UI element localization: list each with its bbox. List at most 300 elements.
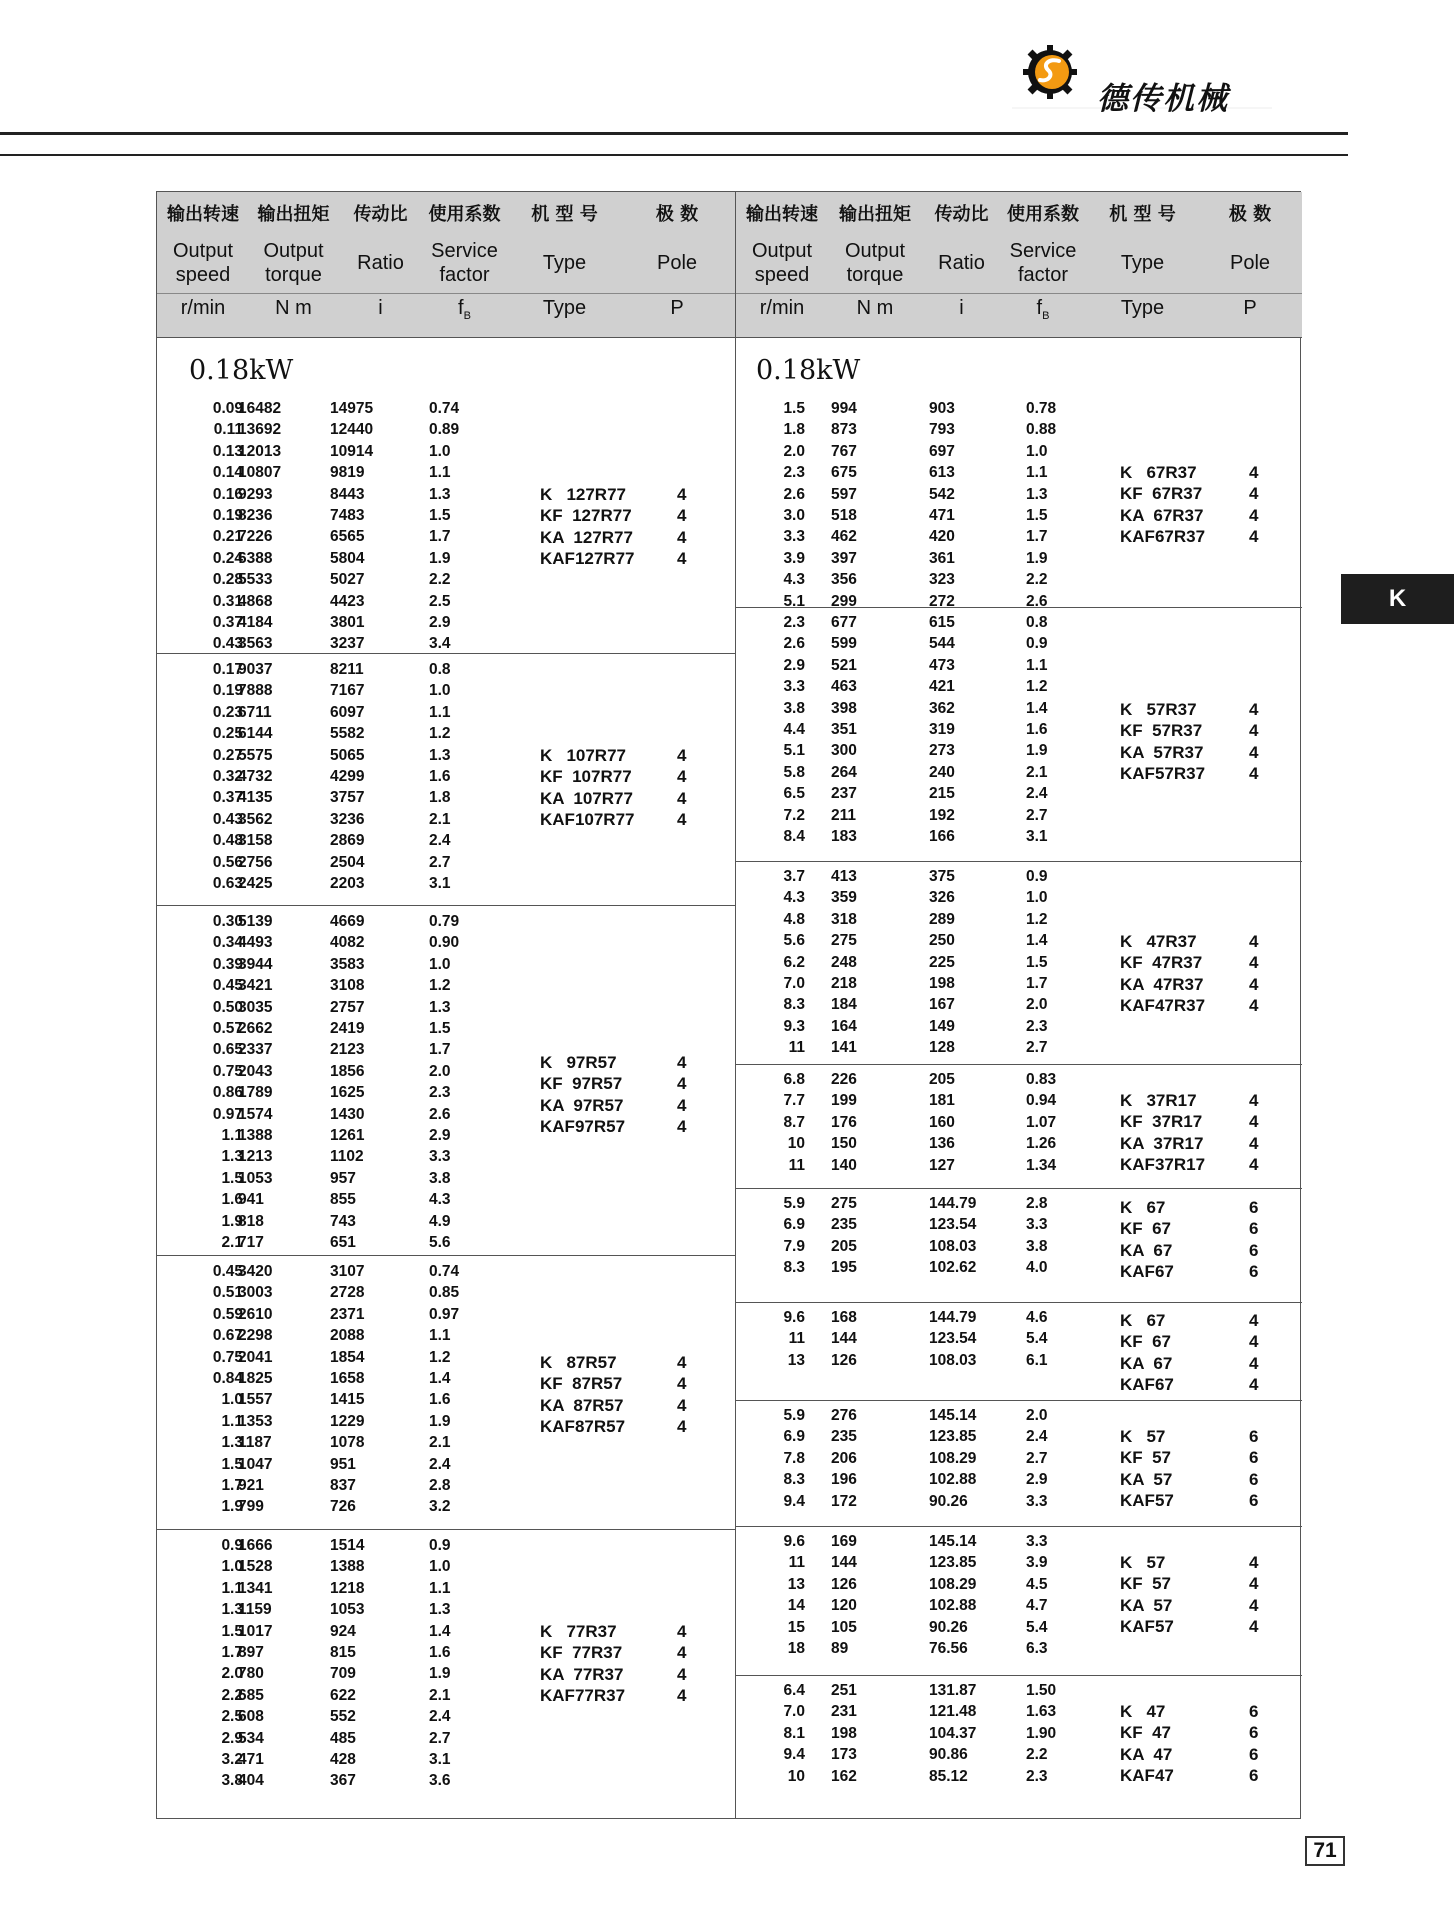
header-en-pole: Pole — [1229, 252, 1271, 274]
speed-value: 0.17 — [212, 661, 243, 678]
service-factor-value: 1.9 — [429, 549, 451, 567]
ratio-value: 4423 — [330, 592, 365, 610]
type-code: KAF67 — [1120, 1375, 1174, 1395]
speed-value: 6.4 — [783, 1682, 805, 1699]
speed-value: 0.32 — [212, 768, 243, 785]
ratio-value: 131.87 — [929, 1682, 977, 1699]
table-row — [157, 1189, 735, 1210]
type-entry — [1120, 1447, 1269, 1468]
ratio-value: 1514 — [330, 1537, 365, 1554]
ratio-value: 7483 — [330, 507, 365, 524]
service-factor-value: 1.3 — [429, 485, 451, 503]
speed-value: 8.3 — [783, 996, 805, 1014]
torque-value: 3562 — [238, 810, 273, 828]
service-factor-value: 6.1 — [1026, 1351, 1048, 1369]
group-separator — [736, 861, 1302, 862]
ratio-value: 1388 — [330, 1558, 365, 1576]
table-row — [736, 1680, 1302, 1701]
ratio-value: 542 — [929, 485, 955, 503]
ratio-value: 5804 — [330, 549, 365, 567]
gear-unit-type-list — [540, 484, 697, 570]
speed-value: 0.48 — [212, 832, 243, 850]
speed-value: 0.45 — [212, 977, 243, 995]
torque-value: 4493 — [238, 934, 273, 952]
torque-value: 251 — [831, 1682, 857, 1699]
service-factor-value: 1.8 — [429, 789, 451, 807]
service-factor-value: 2.4 — [1026, 785, 1048, 803]
service-factor-value: 2.3 — [429, 1084, 451, 1102]
ratio-value: 613 — [929, 464, 955, 482]
service-factor-value: 1.6 — [429, 768, 451, 785]
torque-value: 2041 — [238, 1348, 273, 1366]
gear-unit-type-list — [1120, 699, 1269, 785]
group-separator — [736, 1675, 1302, 1676]
torque-value: 3563 — [238, 635, 273, 653]
speed-value: 0.97 — [212, 1105, 243, 1123]
torque-value: 9293 — [238, 485, 273, 503]
service-factor-value: 1.0 — [1026, 889, 1048, 907]
type-entry — [540, 1073, 697, 1094]
table-row — [157, 462, 735, 483]
left-power-label: 0.18kW — [189, 355, 294, 386]
pole-count: 4 — [1249, 1091, 1259, 1110]
table-row — [157, 419, 735, 440]
service-factor-value: 2.4 — [429, 832, 451, 850]
table-row — [157, 659, 735, 680]
type-entry — [1120, 742, 1269, 763]
service-factor-value: 0.97 — [429, 1305, 460, 1323]
pole-count: 4 — [1249, 700, 1259, 719]
table-row — [157, 633, 735, 654]
table-row — [157, 1146, 735, 1167]
type-entry — [1120, 1090, 1269, 1111]
table-row — [157, 1535, 735, 1556]
ratio-value: 1229 — [330, 1412, 365, 1430]
service-factor-value: 2.7 — [429, 1729, 451, 1747]
service-factor-value: 0.74 — [429, 400, 460, 417]
torque-value: 235 — [831, 1216, 857, 1234]
service-factor-value: 2.4 — [429, 1708, 451, 1726]
pole-count: 4 — [1249, 721, 1259, 741]
speed-value: 7.2 — [783, 806, 805, 824]
speed-value: 5.8 — [783, 763, 805, 781]
torque-value: 8236 — [238, 507, 273, 524]
ratio-value: 485 — [330, 1729, 356, 1747]
table-row — [736, 548, 1302, 569]
speed-value: 4.3 — [783, 571, 805, 589]
pole-count: 6 — [1249, 1491, 1259, 1511]
type-code: KAF37R17 — [1120, 1155, 1206, 1175]
service-factor-value: 1.3 — [429, 1601, 451, 1619]
type-code: KAF97R57 — [540, 1117, 626, 1137]
type-entry — [540, 766, 697, 787]
speed-value: 0.67 — [212, 1327, 243, 1345]
table-row — [157, 1211, 735, 1232]
table-row — [736, 612, 1302, 633]
torque-value: 3944 — [238, 955, 273, 973]
ratio-value: 2728 — [330, 1284, 365, 1302]
pole-count: 4 — [677, 1395, 687, 1415]
service-factor-value: 1.1 — [429, 703, 451, 721]
speed-value: 2.3 — [783, 464, 805, 482]
group-separator — [157, 1529, 735, 1530]
torque-value: 169 — [831, 1533, 857, 1550]
torque-value: 1341 — [238, 1579, 273, 1597]
torque-value: 144 — [831, 1330, 857, 1348]
ratio-value: 2419 — [330, 1020, 365, 1037]
type-code: KA 57 — [1120, 1595, 1173, 1615]
torque-value: 471 — [238, 1751, 264, 1768]
speed-value: 9.3 — [783, 1017, 805, 1035]
service-factor-value: 2.3 — [1026, 1767, 1048, 1785]
header-zh-torque: 输出扭矩 — [839, 204, 911, 225]
pole-count: 6 — [1249, 1744, 1259, 1764]
ratio-value: 323 — [929, 571, 955, 589]
service-factor-value: 0.89 — [429, 421, 460, 439]
ratio-value: 127 — [929, 1156, 955, 1174]
ratio-value: 428 — [330, 1751, 356, 1768]
torque-value: 275 — [831, 932, 857, 950]
header-unit-speed: r/min — [180, 297, 226, 319]
pole-count: 4 — [1249, 764, 1259, 784]
pole-count: 4 — [677, 1053, 687, 1072]
ratio-value: 421 — [929, 678, 955, 696]
type-code: KF 97R57 — [540, 1074, 623, 1094]
table-row — [157, 591, 735, 612]
speed-value: 0.37 — [212, 789, 243, 807]
table-row — [736, 633, 1302, 654]
service-factor-value: 1.1 — [429, 1327, 451, 1345]
torque-value: 534 — [238, 1729, 264, 1747]
type-entry — [1120, 1261, 1269, 1282]
torque-value: 164 — [831, 1017, 857, 1035]
ratio-value: 123.54 — [929, 1330, 977, 1348]
service-factor-value: 2.3 — [1026, 1017, 1048, 1035]
ratio-value: 552 — [330, 1708, 356, 1726]
type-entry — [540, 1116, 697, 1137]
torque-value: 597 — [831, 485, 857, 503]
table-row — [157, 852, 735, 873]
ratio-value: 697 — [929, 442, 955, 460]
type-entry — [1120, 1616, 1269, 1637]
header-unit-speed: r/min — [759, 297, 805, 319]
pole-count: 6 — [1249, 1427, 1259, 1446]
table-row — [157, 1556, 735, 1577]
table-row — [736, 1405, 1302, 1426]
ratio-value: 1658 — [330, 1370, 365, 1387]
service-factor-value: 5.6 — [429, 1234, 451, 1251]
speed-value: 10 — [787, 1767, 805, 1785]
service-factor-value: 4.3 — [429, 1191, 451, 1209]
type-entry — [1120, 1353, 1269, 1374]
pole-count: 4 — [677, 1664, 687, 1684]
ratio-value: 8443 — [330, 485, 365, 503]
torque-value: 195 — [831, 1259, 857, 1277]
ratio-value: 240 — [929, 763, 955, 781]
service-factor-value: 0.85 — [429, 1284, 460, 1302]
ratio-value: 102.88 — [929, 1597, 977, 1615]
ratio-value: 123.85 — [929, 1554, 977, 1572]
service-factor-value: 2.5 — [429, 592, 451, 610]
service-factor-value: 2.0 — [1026, 1407, 1048, 1424]
ratio-value: 726 — [330, 1498, 356, 1516]
speed-value: 1.3 — [221, 1434, 243, 1452]
service-factor-value: 2.7 — [429, 853, 451, 871]
table-row — [157, 680, 735, 701]
torque-value: 518 — [831, 507, 857, 524]
section-tab-k[interactable]: K — [1341, 574, 1454, 624]
header-divider — [736, 293, 1302, 294]
table-row — [157, 1578, 735, 1599]
speed-value: 4.3 — [783, 889, 805, 907]
torque-value: 1159 — [238, 1601, 272, 1619]
speed-value: 2.9 — [783, 656, 805, 674]
service-factor-value: 1.3 — [429, 998, 451, 1016]
service-factor-value: 2.6 — [1026, 592, 1048, 610]
ratio-value: 1415 — [330, 1391, 365, 1409]
type-code: KAF57R37 — [1120, 764, 1206, 784]
type-code: KAF67R37 — [1120, 527, 1206, 547]
pole-count: 4 — [677, 1117, 687, 1137]
ratio-value: 5582 — [330, 725, 365, 743]
speed-value: 0.19 — [212, 507, 243, 524]
service-factor-value: 0.90 — [429, 934, 460, 952]
pole-count: 4 — [1249, 742, 1259, 762]
torque-value: 211 — [831, 806, 857, 824]
table-row — [157, 702, 735, 723]
type-entry — [1120, 1111, 1269, 1132]
table-row — [736, 1037, 1302, 1058]
ratio-value: 145.14 — [929, 1407, 977, 1424]
ratio-value: 205 — [929, 1071, 955, 1088]
service-factor-value: 1.1 — [429, 464, 451, 482]
ratio-value: 1102 — [330, 1148, 364, 1166]
pole-count: 4 — [677, 527, 687, 547]
service-factor-value: 1.3 — [429, 746, 451, 764]
service-factor-value: 5.4 — [1026, 1618, 1048, 1636]
pole-count: 4 — [677, 485, 687, 504]
speed-value: 8.7 — [783, 1113, 805, 1131]
service-factor-value: 1.3 — [1026, 485, 1048, 503]
speed-value: 0.65 — [212, 1041, 243, 1059]
ratio-value: 855 — [330, 1191, 356, 1209]
speed-value: 7.8 — [783, 1449, 805, 1467]
speed-value: 10 — [787, 1135, 805, 1153]
ratio-value: 1430 — [330, 1105, 365, 1123]
service-factor-value: 1.0 — [429, 1558, 451, 1576]
table-row — [157, 975, 735, 996]
torque-value: 1047 — [238, 1455, 273, 1473]
torque-value: 205 — [831, 1237, 857, 1255]
table-row — [736, 1016, 1302, 1037]
torque-value: 359 — [831, 889, 857, 907]
ratio-value: 2757 — [330, 998, 365, 1016]
type-entry — [1120, 1744, 1269, 1765]
ratio-value: 420 — [929, 528, 955, 546]
type-code: K 77R37 — [540, 1622, 617, 1641]
speed-value: 1.3 — [221, 1148, 243, 1166]
torque-value: 237 — [831, 785, 857, 803]
torque-value: 3035 — [238, 998, 273, 1016]
type-code: K 107R77 — [540, 746, 626, 765]
speed-value: 3.9 — [783, 549, 805, 567]
ratio-value: 326 — [929, 889, 955, 907]
table-row — [157, 1232, 735, 1253]
service-factor-value: 2.1 — [429, 1434, 451, 1452]
ratio-value: 104.37 — [929, 1724, 977, 1742]
ratio-value: 144.79 — [929, 1195, 977, 1212]
header-en-ratio: Ratio — [938, 252, 985, 274]
service-factor-value: 0.74 — [429, 1263, 460, 1280]
ratio-value: 2088 — [330, 1327, 365, 1345]
type-entry — [540, 788, 697, 809]
table-row — [736, 1638, 1302, 1659]
speed-value: 1.5 — [221, 1455, 243, 1473]
type-entry — [1120, 995, 1269, 1016]
pole-count: 4 — [677, 1417, 687, 1437]
pole-count: 4 — [1249, 1311, 1259, 1330]
ratio-value: 375 — [929, 868, 955, 885]
ratio-value: 1856 — [330, 1062, 365, 1080]
speed-value: 13 — [787, 1351, 805, 1369]
table-row — [736, 909, 1302, 930]
type-code: KF 47R37 — [1120, 953, 1203, 973]
type-entry — [1120, 699, 1269, 720]
table-row — [736, 783, 1302, 804]
pole-count: 4 — [677, 506, 687, 526]
ratio-value: 2371 — [330, 1305, 365, 1323]
pole-count: 4 — [677, 810, 687, 830]
torque-value: 1666 — [238, 1537, 273, 1554]
speed-value: 0.27 — [212, 746, 243, 764]
speed-value: 0.39 — [212, 955, 243, 973]
speed-value: 3.8 — [783, 699, 805, 717]
type-entry — [1120, 1331, 1269, 1352]
ratio-value: 957 — [330, 1169, 356, 1187]
type-code: KF 47 — [1120, 1723, 1172, 1743]
ratio-value: 166 — [929, 828, 955, 845]
service-factor-value: 3.1 — [429, 1751, 451, 1768]
torque-value: 150 — [831, 1135, 857, 1153]
speed-value: 0.13 — [212, 442, 243, 460]
service-factor-value: 1.90 — [1026, 1724, 1057, 1742]
pole-count: 6 — [1249, 1240, 1259, 1260]
gear-unit-type-list — [1120, 931, 1269, 1017]
ratio-value: 622 — [330, 1686, 356, 1704]
speed-value: 11 — [788, 1554, 805, 1572]
ratio-value: 367 — [330, 1772, 356, 1790]
header-en-speed: Output speed — [751, 240, 813, 286]
speed-value: 8.3 — [783, 1259, 805, 1277]
torque-value: 1825 — [238, 1370, 273, 1387]
service-factor-value: 2.9 — [1026, 1471, 1048, 1489]
type-entry — [540, 1352, 697, 1373]
service-factor-value: 1.4 — [429, 1622, 451, 1640]
torque-value: 599 — [831, 635, 857, 653]
service-factor-value: 1.07 — [1026, 1113, 1057, 1131]
pole-count: 4 — [677, 1686, 687, 1706]
torque-value: 767 — [831, 442, 857, 460]
torque-value: 126 — [831, 1351, 857, 1369]
table-row — [157, 1018, 735, 1039]
ratio-value: 4082 — [330, 934, 365, 952]
type-entry — [1120, 1552, 1269, 1573]
speed-value: 9.4 — [783, 1746, 805, 1764]
type-code: KF 37R17 — [1120, 1112, 1203, 1132]
type-entry — [540, 1621, 697, 1642]
table-row — [157, 1454, 735, 1475]
header-unit-pole: P — [670, 297, 684, 319]
service-factor-value: 1.9 — [429, 1665, 451, 1683]
service-factor-value: 0.9 — [1026, 635, 1048, 653]
ratio-value: 3757 — [330, 789, 365, 807]
type-entry — [540, 505, 697, 526]
type-code: KF 57R37 — [1120, 721, 1203, 741]
table-row — [157, 1168, 735, 1189]
ratio-value: 743 — [330, 1212, 356, 1230]
ratio-value: 361 — [929, 549, 955, 567]
ratio-value: 225 — [929, 953, 955, 971]
gear-unit-type-list — [540, 745, 697, 831]
service-factor-value: 1.1 — [1026, 464, 1048, 482]
type-entry — [1120, 526, 1269, 547]
speed-value: 0.57 — [212, 1020, 243, 1037]
type-entry — [1120, 1218, 1269, 1239]
type-entry — [1120, 952, 1269, 973]
speed-value: 15 — [787, 1618, 805, 1636]
ratio-value: 6565 — [330, 528, 365, 546]
ratio-value: 9819 — [330, 464, 365, 482]
type-code: KAF127R77 — [540, 549, 635, 569]
ratio-value: 362 — [929, 699, 955, 717]
service-factor-value: 2.9 — [429, 1127, 451, 1144]
header-en-type: Type — [542, 252, 587, 274]
service-factor-value: 1.6 — [429, 1391, 451, 1409]
type-code: KA 107R77 — [540, 788, 633, 808]
service-factor-value: 3.3 — [429, 1148, 451, 1166]
speed-value: 1.0 — [221, 1391, 243, 1409]
header-zh-type: 机 型 号 — [531, 204, 598, 225]
service-factor-value: 1.1 — [429, 1579, 451, 1597]
table-row — [157, 997, 735, 1018]
pole-count: 4 — [1249, 1595, 1259, 1615]
type-code: KF 77R37 — [540, 1643, 623, 1663]
torque-value: 5575 — [238, 746, 273, 764]
service-factor-value: 1.7 — [1026, 528, 1048, 546]
torque-value: 521 — [831, 656, 857, 674]
ratio-value: 289 — [929, 910, 955, 928]
ratio-value: 198 — [929, 975, 955, 992]
torque-value: 2425 — [238, 875, 273, 892]
table-row — [736, 826, 1302, 847]
torque-value: 218 — [831, 975, 857, 992]
ratio-value: 1218 — [330, 1579, 365, 1597]
pole-count: 4 — [677, 1374, 687, 1394]
service-factor-value: 1.5 — [1026, 507, 1048, 524]
torque-value: 818 — [238, 1212, 264, 1230]
pole-count: 6 — [1249, 1766, 1259, 1786]
left-table-half — [157, 192, 735, 1818]
torque-value: 7888 — [238, 682, 273, 700]
header-zh-speed: 输出转速 — [167, 204, 239, 225]
service-factor-value: 1.9 — [1026, 549, 1048, 567]
ratio-value: 121.48 — [929, 1703, 977, 1721]
header-zh-speed: 输出转速 — [746, 204, 818, 225]
speed-value: 0.86 — [212, 1084, 243, 1102]
service-factor-value: 2.7 — [1026, 1449, 1048, 1467]
left-column-header — [157, 192, 735, 338]
ratio-value: 90.86 — [929, 1746, 968, 1764]
